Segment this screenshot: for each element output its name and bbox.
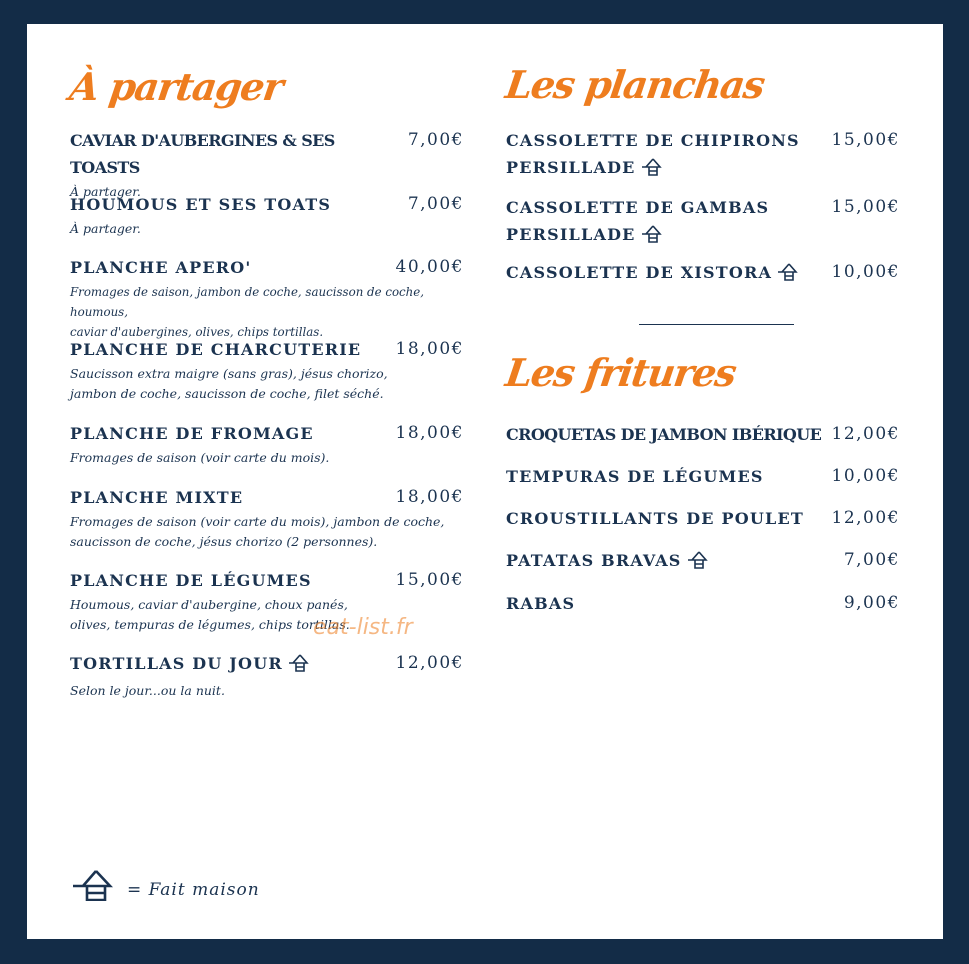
item-name: PLANCHE DE FROMAGE [70,424,314,443]
item-description-line: Fromages de saison, jambon de coche, saucisson de coche, houmous, [70,285,424,319]
legend [73,869,260,906]
item-price: 18,00€ [395,339,464,359]
item-name: CROQUETAS DE JAMBON IBÉRIQUE [506,425,822,444]
item-name: TEMPURAS DE LÉGUMES [506,467,764,486]
legend-text: = Fait maison [127,880,260,900]
item-description-line: jambon de coche, saucisson de coche, filet séché. [70,386,384,401]
item-name-line [506,154,900,184]
item-price: 10,00€ [831,466,900,486]
item-name-text: CASSOLETTE DE XISTORA [506,263,773,282]
item-name: PLANCHE DE LÉGUMES [70,571,312,590]
item-price: 10,00€ [831,262,900,282]
menu-item [70,254,464,342]
item-name-text: PERSILLADE [506,158,636,177]
item-name: HOUMOUS ET SES TOATS [70,195,332,214]
item-price: 15,00€ [831,130,900,150]
item-name: PLANCHE DE CHARCUTERIE [70,340,362,359]
item-name: CAVIAR D'AUBERGINES & SES TOASTS [70,131,335,177]
item-name: PLANCHE APERO' [70,258,252,277]
menu-item [506,194,900,251]
menu-item [70,191,464,239]
item-description-line: Saucisson extra maigre (sans gras), jésus chorizo, [70,366,388,381]
fait-maison-house-icon [642,157,664,184]
item-description-line: caviar d'aubergines, olives, chips tortillas. [70,325,324,339]
menu-card [27,24,943,939]
item-name: PLANCHE MIXTE [70,488,244,507]
item-name-text: PERSILLADE [506,225,636,244]
item-description: Fromages de saison (voir carte du mois). [70,450,330,465]
menu-item [506,421,900,448]
item-name [506,547,900,577]
watermark: eat-list.fr [313,615,413,640]
item-price: 40,00€ [395,257,464,277]
item-name-text: TORTILLAS DU JOUR [70,654,283,673]
section-title-planchas: Les planchas [502,62,767,107]
item-description-line: saucisson de coche, jésus chorizo (2 personnes). [70,534,378,549]
menu-item [70,336,464,404]
menu-item [506,259,900,289]
item-price: 15,00€ [395,570,464,590]
item-price: 7,00€ [407,194,464,214]
menu-item [506,463,900,490]
fait-maison-house-icon [688,550,710,577]
section-title-partager: À partager [66,64,286,109]
menu-item [506,127,900,184]
item-price: 18,00€ [395,487,464,507]
item-name: CROUSTILLANTS DE POULET [506,509,804,528]
item-price: 12,00€ [831,424,900,444]
menu-item [506,547,900,577]
menu-item [70,484,464,552]
menu-item [70,420,464,468]
item-description-line: Houmous, caviar d'aubergine, choux panés, [70,597,348,612]
item-price: 12,00€ [395,653,464,673]
item-name-line: CASSOLETTE DE GAMBAS [506,198,770,217]
menu-item [506,505,900,532]
item-price: 7,00€ [407,130,464,150]
item-price: 18,00€ [395,423,464,443]
item-description: À partager. [70,184,141,199]
item-price: 7,00€ [843,550,900,570]
item-description: À partager. [70,221,141,236]
item-price: 9,00€ [843,593,900,613]
item-description-line: Fromages de saison (voir carte du mois), jambon de coche, [70,514,445,529]
menu-item [70,650,464,701]
fait-maison-house-icon [778,262,800,289]
item-name-text: PATATAS BRAVAS [506,551,682,570]
item-description-line: olives, tempuras de légumes, chips tortillas. [70,617,350,632]
section-title-fritures: Les fritures [502,350,739,395]
fait-maison-house-icon [642,224,664,251]
item-name-line: CASSOLETTE DE CHIPIRONS [506,131,800,150]
item-name-line [506,221,900,251]
item-name: RABAS [506,594,576,613]
item-description: Selon le jour...ou la nuit. [70,683,225,698]
fait-maison-house-icon [289,653,311,680]
section-divider [639,324,794,325]
item-price: 15,00€ [831,197,900,217]
menu-item [506,590,900,617]
item-price: 12,00€ [831,508,900,528]
fait-maison-house-icon [73,869,115,906]
